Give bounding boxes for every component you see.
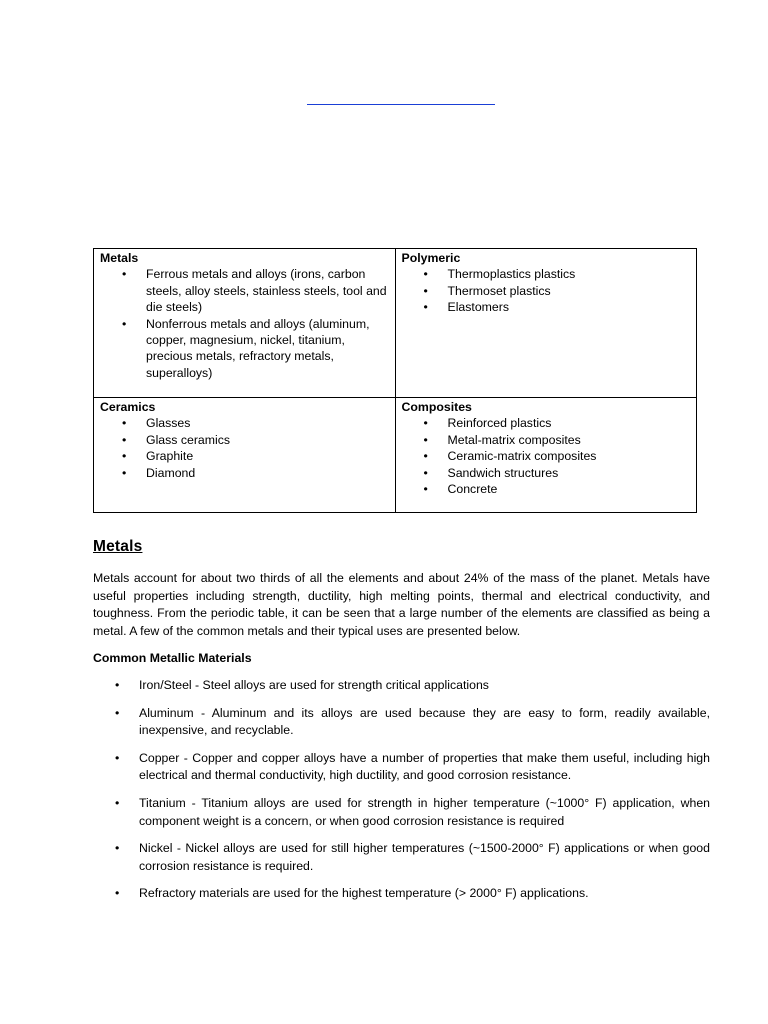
metals-list xyxy=(93,677,710,913)
list-item: • Thermoplastics plastics xyxy=(402,266,691,282)
list-item: • Concrete xyxy=(402,481,691,497)
cell-list xyxy=(100,415,389,481)
header-link-underline[interactable] xyxy=(307,104,495,105)
cell-list xyxy=(402,415,691,497)
list-item: • Graphite xyxy=(100,448,389,464)
list-item: • Titanium - Titanium alloys are used for strength in higher temperature (~1000° F) application, when component weight is a concern, or when good corrosion resistance is required xyxy=(93,795,710,830)
list-item: • Thermoset plastics xyxy=(402,283,691,299)
table-cell-polymeric xyxy=(395,249,697,398)
list-item: • Glass ceramics xyxy=(100,432,389,448)
list-item: • Ceramic-matrix composites xyxy=(402,448,691,464)
list-item: • Reinforced plastics xyxy=(402,415,691,431)
list-item: • Nickel - Nickel alloys are used for still higher temperatures (~1500-2000° F) applications or when good corrosion resistance is required. xyxy=(93,840,710,875)
list-item: • Aluminum - Aluminum and its alloys are used because they are easy to form, readily available, inexpensive, and recyclable. xyxy=(93,705,710,740)
list-item: • Metal-matrix composites xyxy=(402,432,691,448)
list-item: • Elastomers xyxy=(402,299,691,315)
intro-paragraph: Metals account for about two thirds of all the elements and about 24% of the mass of the planet. Metals have useful properties including strength, ductility, high melting points, thermal and electrical conductivity, and toughness. From the periodic table, it can be seen that a large number of the elements are classified as being a metal. A few of the common metals and their typical uses are presented below. xyxy=(93,571,710,638)
cell-list xyxy=(402,266,691,315)
list-item: • Refractory materials are used for the highest temperature (> 2000° F) applications. xyxy=(93,885,710,903)
cell-title: Ceramics xyxy=(100,400,156,414)
table-row xyxy=(94,249,697,398)
table-row xyxy=(94,398,697,513)
cell-title: Polymeric xyxy=(401,251,461,265)
list-item: • Iron/Steel - Steel alloys are used for strength critical applications xyxy=(93,677,710,695)
table-cell-ceramics xyxy=(94,398,396,513)
list-item: • Sandwich structures xyxy=(402,465,691,481)
list-item: • Nonferrous metals and alloys (aluminum, copper, magnesium, nickel, titanium, precious metals, refractory metals, superalloys) xyxy=(100,316,389,382)
list-item: • Glasses xyxy=(100,415,389,431)
list-item: • Copper - Copper and copper alloys have a number of properties that make them useful, including high electrical and thermal conductivity, high ductility, and good corrosion resistance. xyxy=(93,750,710,785)
cell-title: Metals xyxy=(100,251,139,265)
section-heading: Metals xyxy=(93,538,143,555)
cell-list xyxy=(100,266,389,381)
list-item: • Diamond xyxy=(100,465,389,481)
materials-classification-table xyxy=(93,248,697,513)
table-cell-metals xyxy=(94,249,396,398)
subheading: Common Metallic Materials xyxy=(93,651,252,665)
list-item: • Ferrous metals and alloys (irons, carbon steels, alloy steels, stainless steels, tool and die steels) xyxy=(100,266,389,315)
table-cell-composites xyxy=(395,398,697,513)
cell-title: Composites xyxy=(401,400,472,414)
